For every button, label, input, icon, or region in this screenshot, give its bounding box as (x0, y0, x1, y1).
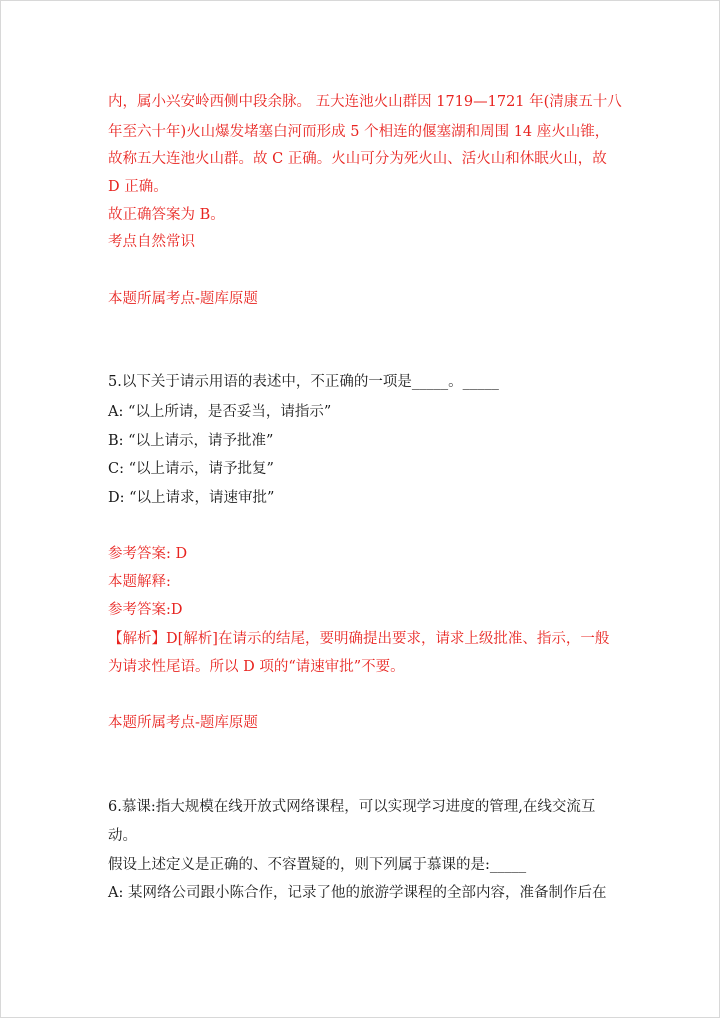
reference-answer-2: 参考答案:D (108, 602, 183, 618)
analysis-line: 为请求性尾语。所以 D 项的“请速审批”不要。 (108, 659, 405, 675)
question-6-option-a: A: 某网络公司跟小陈合作，记录了他的旅游学课程的全部内容，准备制作后在 (108, 885, 607, 901)
question-5-option-a: A: “以上所请，是否妥当，请指示” (108, 404, 332, 420)
question-6-stem: 动。 (108, 828, 137, 844)
reference-answer: 参考答案: D (108, 546, 188, 562)
question-5-option-b: B: “以上请示，请予批准” (108, 433, 274, 449)
correct-answer-text: 故正确答案为 B。 (108, 207, 225, 223)
analysis-line: 【解析】D[解析]在请示的结尾，要明确提出要求，请求上级批准、指示，一般 (108, 631, 610, 647)
question-6-stem: 6.慕课:指大规模在线开放式网络课程，可以实现学习进度的管理,在线交流互 (108, 799, 596, 815)
explanation-line: D 正确。 (108, 179, 168, 195)
question-source: 本题所属考点-题库原题 (108, 291, 258, 307)
explanation-line: 故称五大连池火山群。故 C 正确。火山可分为死火山、活火山和休眠火山，故 (108, 151, 607, 167)
question-5-stem: 5.以下关于请示用语的表述中，不正确的一项是_____。_____ (108, 374, 499, 390)
explanation-line: 内，属小兴安岭西侧中段余脉。 五大连池火山群因 1719—1721 年(清康五十八 (108, 94, 622, 110)
topic-label: 考点自然常识 (108, 234, 195, 250)
question-6-stem: 假设上述定义是正确的、不容置疑的，则下列属于慕课的是:_____ (108, 857, 527, 873)
explanation-label: 本题解释: (108, 574, 171, 590)
question-5-option-c: C: “以上请示，请予批复” (108, 461, 274, 477)
question-5-option-d: D: “以上请求，请速审批” (108, 490, 275, 506)
question-source: 本题所属考点-题库原题 (108, 715, 258, 731)
explanation-line: 年至六十年)火山爆发堵塞白河而形成 5 个相连的偃塞湖和周围 14 座火山锥， (108, 124, 610, 140)
